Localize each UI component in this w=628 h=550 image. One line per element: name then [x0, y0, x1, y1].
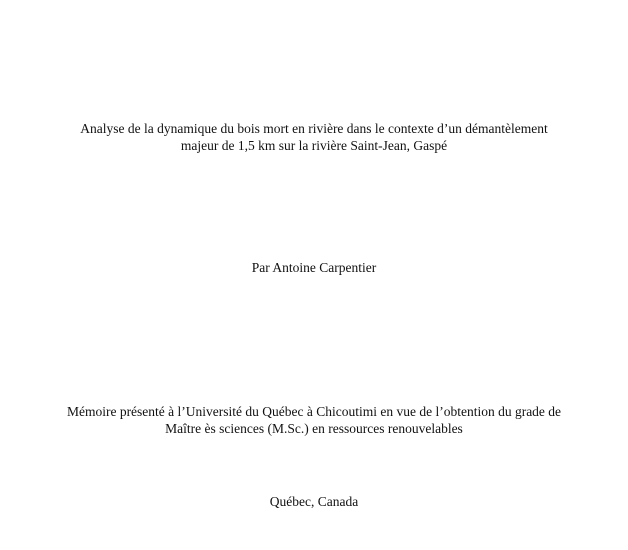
location-line: Québec, Canada: [269, 494, 359, 509]
thesis-title-line-2: majeur de 1,5 km sur la rivière Saint-Jean, Gaspé: [180, 138, 448, 153]
memoire-statement-line-2: Maître ès sciences (M.Sc.) en ressources renouvelables: [165, 421, 463, 436]
thesis-title-line-1: Analyse de la dynamique du bois mort en rivière dans le contexte d’un démantèlement: [80, 121, 548, 136]
memoire-statement-line-1: Mémoire présenté à l’Université du Québec à Chicoutimi en vue de l’obtention du grade de: [66, 404, 562, 419]
author-line: Par Antoine Carpentier: [251, 260, 377, 275]
